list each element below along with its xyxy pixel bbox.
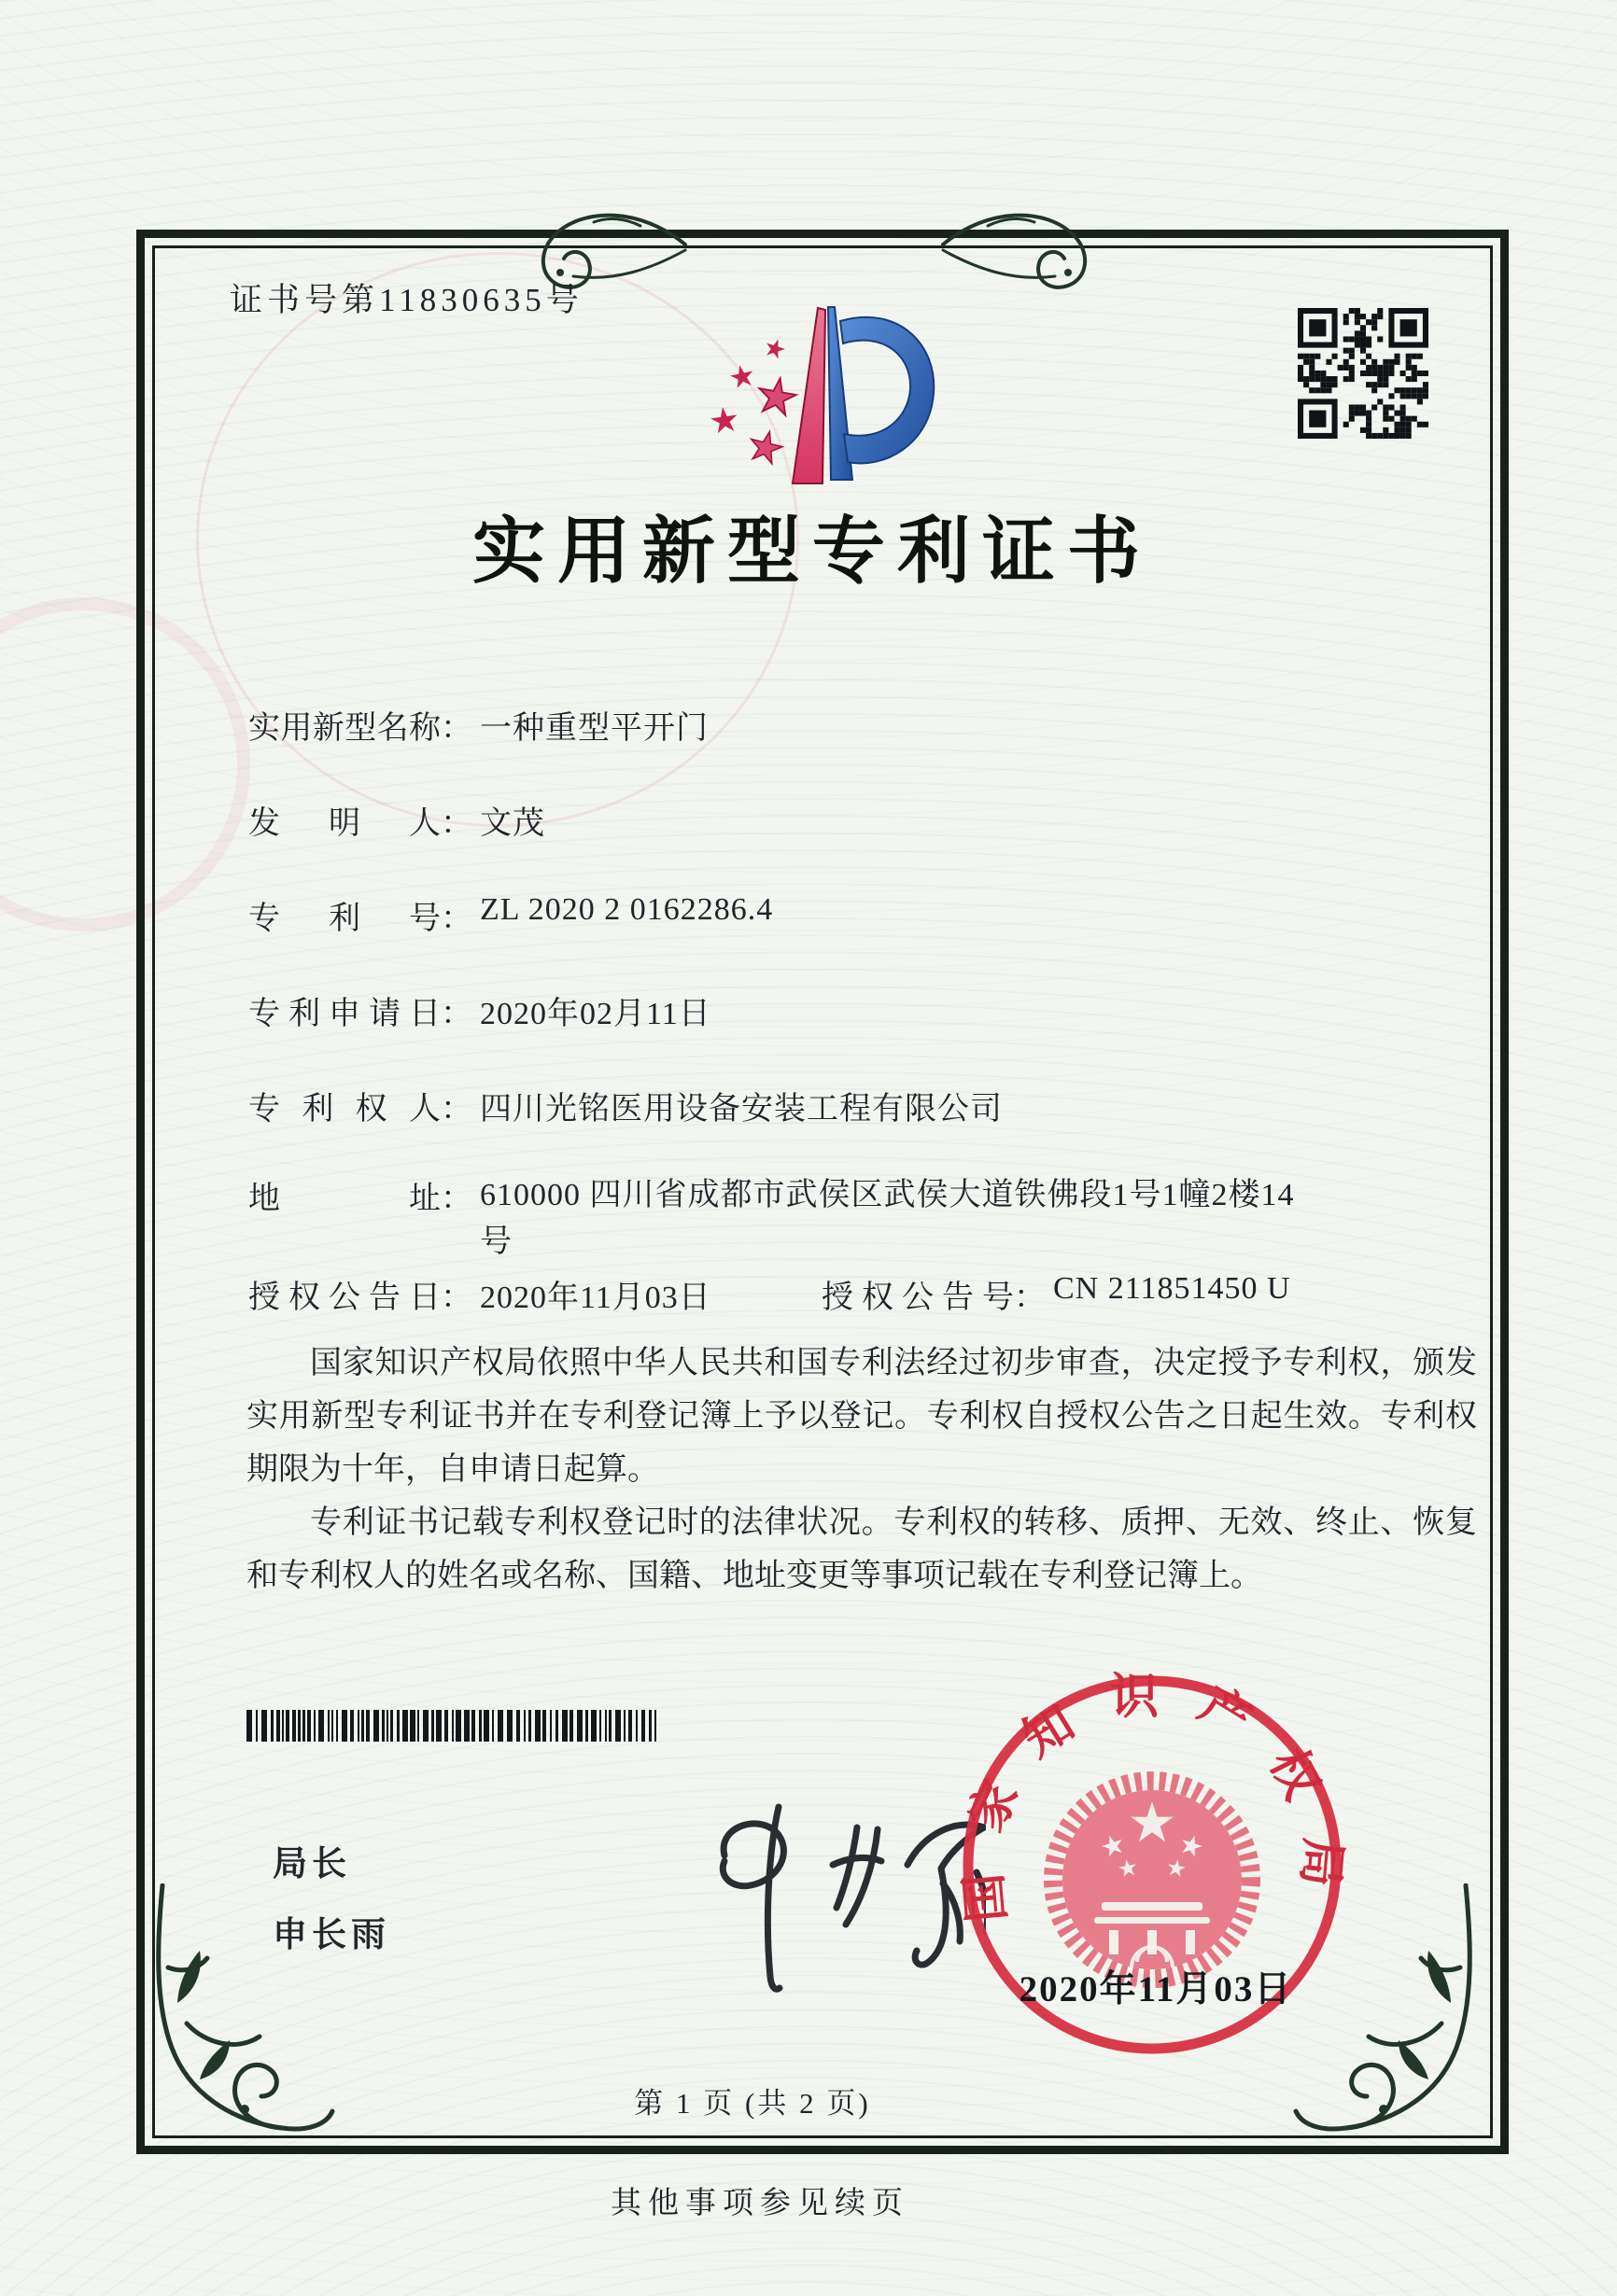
barcode-bar	[569, 1710, 573, 1742]
qr-code	[1298, 308, 1428, 439]
barcode-bar	[246, 1710, 252, 1742]
field-colon: ：	[441, 1092, 472, 1127]
field-colon: ：	[441, 902, 472, 936]
barcode-bar	[387, 1710, 388, 1742]
barcode-bar	[361, 1710, 364, 1742]
field-value: 2020年02月11日	[480, 997, 711, 1031]
barcode-bar	[535, 1710, 541, 1742]
barcode-bar	[452, 1710, 454, 1742]
barcode-bar	[282, 1710, 284, 1742]
barcode-bar	[410, 1710, 415, 1742]
field-row-patentee	[248, 1083, 1490, 1128]
barcode-bar	[636, 1710, 638, 1742]
field-label: 专利号	[248, 902, 441, 936]
field-row-filing-date	[248, 987, 1490, 1033]
barcode-bar	[456, 1710, 461, 1742]
field-label: 地址	[248, 1182, 441, 1216]
barcode-bar	[328, 1710, 330, 1742]
legal-paragraph: 国家知识产权局依照中华人民共和国专利法经过初步审查，决定授予专利权，颁发实用新型专利证书并在专利登记簿上予以登记。专利权自授权公告之日起生效。专利权期限为十年，自申请日起算。	[246, 1346, 1477, 1487]
director-signature	[612, 1775, 986, 2009]
field-value: 四川光铭医用设备安装工程有限公司	[480, 1092, 1003, 1127]
director-name-label: 申长雨	[273, 1915, 390, 1953]
field-label: 专利申请日	[248, 997, 441, 1031]
barcode-bar	[492, 1710, 494, 1742]
barcode-bar	[628, 1710, 632, 1742]
barcode-bar	[358, 1710, 359, 1742]
field-row-grant	[248, 1271, 1490, 1317]
barcode-bar	[261, 1710, 267, 1742]
barcode-bar	[649, 1710, 652, 1742]
field-value: 一种重型平开门	[480, 711, 709, 746]
barcode-bar	[436, 1710, 442, 1742]
field-label: 授权公告日	[248, 1281, 441, 1315]
field-value: ZL 2020 2 0162286.4	[480, 892, 774, 927]
barcode-bar	[417, 1710, 419, 1742]
director-title-label: 局长	[273, 1844, 351, 1883]
barcode-bar	[444, 1710, 448, 1742]
legal-paragraph: 专利证书记载专利权登记时的法律状况。专利权的转移、质押、无效、终止、恢复和专利权人的姓名或名称、国籍、地址变更等事项记载在专利登记簿上。	[246, 1505, 1477, 1593]
barcode-bar	[271, 1710, 274, 1742]
barcode-bar	[336, 1710, 338, 1742]
field-value: 610000 四川省成都市武侯区武侯大道铁佛段1号1幢2楼14号	[480, 1178, 1295, 1259]
barcode-bar	[402, 1710, 408, 1742]
barcode-bar	[366, 1710, 370, 1742]
field-row-inventor	[248, 797, 1490, 843]
barcode-bar	[390, 1710, 393, 1742]
field-colon: ：	[441, 997, 472, 1031]
barcode-bar	[314, 1710, 316, 1742]
field-label: 实用新型名称	[248, 711, 441, 746]
barcode-bar	[498, 1710, 503, 1742]
field-label: 授权公告号	[822, 1281, 1014, 1315]
barcode-bar	[318, 1710, 324, 1742]
barcode-bar	[423, 1710, 429, 1742]
barcode-bar	[599, 1710, 601, 1742]
barcode-bar	[542, 1710, 546, 1742]
barcode-bar	[471, 1710, 475, 1742]
barcode-bar	[307, 1710, 311, 1742]
cnipa-logo-icon	[700, 295, 966, 496]
page-number: 第 1 页 (共 2 页)	[634, 2087, 871, 2120]
barcode-bar	[331, 1710, 333, 1742]
barcode-bar	[609, 1710, 612, 1742]
barcode-bar	[524, 1710, 526, 1742]
barcode-bar	[624, 1710, 626, 1742]
barcode-bar	[605, 1710, 607, 1742]
barcode-bar	[292, 1710, 296, 1742]
seal-date: 2020年11月03日	[1019, 1969, 1293, 2009]
official-seal	[954, 1667, 1350, 2063]
field-label: 专利权人	[248, 1092, 441, 1127]
barcode-bar	[507, 1710, 513, 1742]
barcode-bar	[286, 1710, 289, 1742]
field-label: 发明人	[248, 806, 441, 841]
grant-number-value: CN 211851450 U	[1053, 1271, 1291, 1306]
barcode-bar	[591, 1710, 597, 1742]
seal-ring-text: 国家知识产权局	[954, 1671, 1350, 1925]
barcode-bar	[342, 1710, 347, 1742]
barcode-bar	[397, 1710, 400, 1742]
field-row-patent-number	[248, 892, 1490, 938]
legal-text-block	[246, 1337, 1477, 1603]
barcode-bar	[431, 1710, 434, 1742]
barcode-bar	[555, 1710, 558, 1742]
barcode-bar	[516, 1710, 520, 1742]
certificate-number: 证书号第11830635号	[230, 282, 584, 318]
field-colon: ：	[441, 711, 472, 746]
field-colon: ：	[441, 1182, 472, 1216]
field-row-name	[248, 702, 1490, 748]
barcode-bar	[528, 1710, 531, 1742]
grant-number-group	[822, 1271, 1291, 1317]
barcode-bar	[615, 1710, 621, 1742]
barcode-bar	[577, 1710, 583, 1742]
barcode-bar	[373, 1710, 379, 1742]
field-colon: ：	[441, 1281, 472, 1315]
barcode-bar	[350, 1710, 354, 1742]
barcode-bar	[276, 1710, 280, 1742]
barcode-bar	[256, 1710, 258, 1742]
barcode-bar	[641, 1710, 645, 1742]
barcode-bar	[479, 1710, 482, 1742]
barcode-bar	[298, 1710, 301, 1742]
barcode-bar	[464, 1710, 470, 1742]
field-row-address	[248, 1172, 1490, 1266]
barcode-bar	[484, 1710, 489, 1742]
grant-date-value: 2020年11月03日	[480, 1281, 711, 1315]
field-value: 文茂	[480, 806, 545, 841]
barcode-bar	[562, 1710, 568, 1742]
barcode-bar	[550, 1710, 552, 1742]
field-colon: ：	[1014, 1281, 1046, 1315]
barcode-bar	[302, 1710, 305, 1742]
continuation-note: 其他事项参见续页	[611, 2187, 909, 2220]
barcode	[246, 1710, 663, 1742]
certificate-title: 实用新型专利证书	[471, 511, 1152, 592]
field-colon: ：	[441, 806, 472, 841]
barcode-bar	[585, 1710, 588, 1742]
barcode-bar	[654, 1710, 656, 1742]
barcode-bar	[382, 1710, 385, 1742]
